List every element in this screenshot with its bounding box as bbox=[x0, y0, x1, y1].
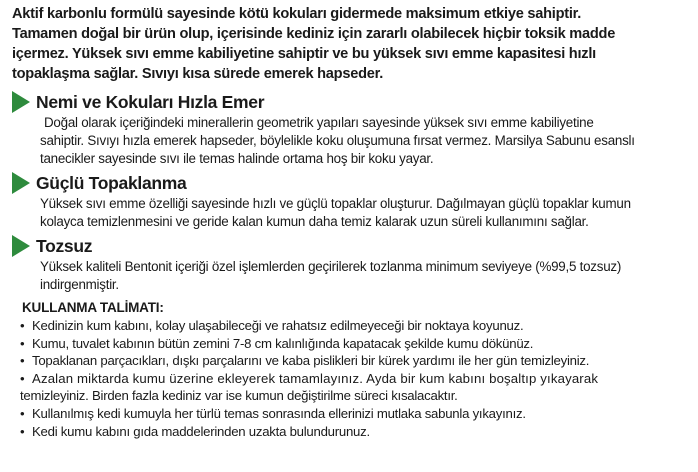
feature-heading bbox=[10, 90, 690, 114]
intro-paragraph bbox=[12, 4, 690, 84]
feature-section-clumping bbox=[10, 171, 690, 231]
intro-line: içermez. Yüksek sıvı emme kabiliyetine sahiptir ve bu yüksek sıvı emme kapasitesi hızlı bbox=[12, 46, 596, 62]
list-item: • Kedinizin kum kabını, kolay ulaşabileceği ve rahatsız edilmeyeceği bir noktaya koyunuz. bbox=[20, 317, 690, 335]
feature-title: Nemi ve Kokuları Hızla Emer bbox=[36, 91, 265, 112]
feature-line: tanecikler sayesinde sıvı ile temas halinde ortama hoş bir koku yayar. bbox=[40, 151, 434, 166]
feature-line: sahiptir. Sıvıyı hızla emerek hapseder, böylelikle koku oluşumuna fırsat vermez. Marsilya Sabunu esanslı bbox=[40, 133, 635, 148]
feature-heading bbox=[10, 234, 690, 258]
list-item: • Kullanılmış kedi kumuyla her türlü temas sonrasında ellerinizi mutlaka sabunla yıkayınız. bbox=[20, 405, 690, 423]
list-item: • Kedi kumu kabını gıda maddelerinden uzakta bulundurunuz. bbox=[20, 423, 690, 441]
feature-heading bbox=[10, 171, 690, 195]
intro-line: Aktif karbonlu formülü sayesinde kötü kokuları gidermede maksimum etkiye sahiptir. bbox=[12, 6, 582, 22]
triangle-arrow-icon bbox=[12, 172, 30, 194]
usage-list bbox=[10, 317, 690, 440]
feature-section-dustfree bbox=[10, 234, 690, 294]
list-item: • Kumu, tuvalet kabının bütün zemini 7-8 cm kalınlığında kapatacak şekilde kumu dökünüz. bbox=[20, 335, 690, 353]
intro-line: topaklaşma sağlar. Sıvıyı kısa sürede emerek hapseder. bbox=[12, 66, 384, 82]
feature-section-absorb bbox=[10, 90, 690, 168]
feature-text bbox=[40, 258, 690, 294]
triangle-arrow-icon bbox=[12, 235, 30, 257]
feature-title: Tozsuz bbox=[36, 235, 93, 256]
list-item: • Azalan miktarda kumu üzerine ekleyerek tamamlayınız. Ayda bir kum kabını boşaltıp yıkayarak temizleyiniz. Birden fazla kediniz var ise kumun değiştirilme süreci kısalacaktır. bbox=[20, 370, 690, 405]
feature-line: Yüksek kaliteli Bentonit içeriği özel işlemlerden geçirilerek tozlanma minimum seviyeye (%99,5 tozsuz) bbox=[40, 259, 622, 274]
feature-line: Doğal olarak içeriğindeki minerallerin geometrik yapıları sayesinde yüksek sıvı emme kabiliyetine bbox=[44, 115, 594, 130]
list-item: • Topaklanan parçacıkları, dışkı parçalarını ve kaba pislikleri bir kürek yardımı ile her gün temizleyiniz. bbox=[20, 352, 690, 370]
feature-title: Güçlü Topaklanma bbox=[36, 172, 187, 193]
feature-line: Yüksek sıvı emme özelliği sayesinde hızlı ve güçlü topaklar oluşturur. Dağılmayan güçlü topaklar kumun bbox=[40, 196, 631, 211]
triangle-arrow-icon bbox=[12, 91, 30, 113]
feature-text bbox=[40, 195, 690, 231]
intro-line: Tamamen doğal bir ürün olup, içerisinde kediniz için zararlı olabilecek hiçbir toksik madde bbox=[12, 26, 616, 42]
feature-line: kolayca temizlenmesini ve geride kalan kumun daha temiz kalarak uzun süreli kullanımını sağlar. bbox=[40, 214, 589, 229]
feature-line: indirgenmiştir. bbox=[40, 277, 119, 292]
usage-title: KULLANMA TALİMATI: bbox=[22, 300, 164, 315]
feature-text bbox=[40, 114, 690, 168]
